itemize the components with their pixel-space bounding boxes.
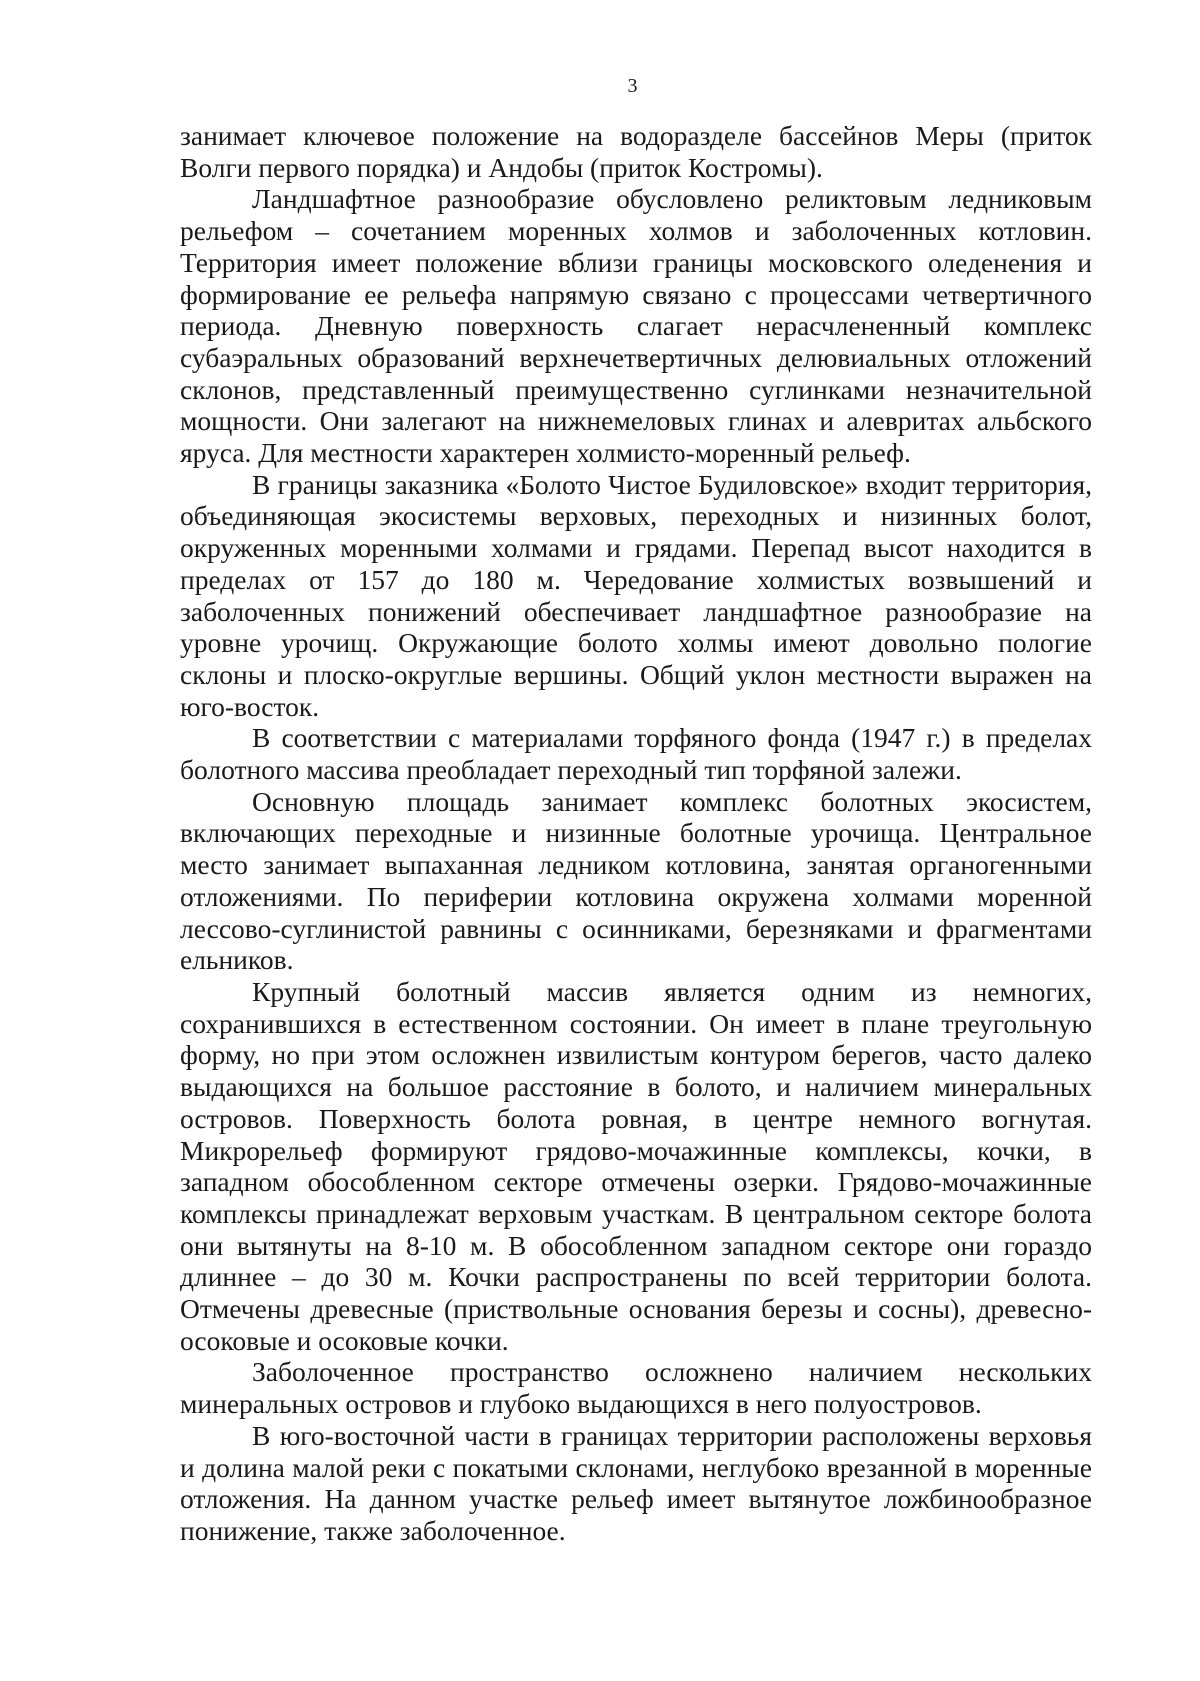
paragraph-main-area: Основную площадь занимает комплекс болотных экосистем, включающих переходные и низинные болотные урочища. Центральное место занимает выпаханная ледником котловина, занятая органогенными отложениями. По периферии котловина окружена холмами моренной лессово-суглинистой равнины с осинниками, березняками и фрагментами ельников. xyxy=(180,785,1092,976)
paragraph-mineral-islands: Заболоченное пространство осложнено наличием нескольких минеральных островов и глубоко выдающихся в него полуостровов. xyxy=(180,1356,1092,1420)
paragraph-river-valley: В юго-восточной части в границах территории расположены верховья и долина малой реки с покатыми склонами, неглубоко врезанной в моренные отложения. На данном участке рельеф имеет вытянутое ложбинообразное понижение, также заболоченное. xyxy=(180,1419,1092,1546)
page-number: 3 xyxy=(627,75,638,97)
paragraph-peat-fund: В соответствии с материалами торфяного фонда (1947 г.) в пределах болотного массива преобладает переходный тип торфяной залежи. xyxy=(180,722,1092,786)
paragraph-bog-massif: Крупный болотный массив является одним из немногих, сохранившихся в естественном состоянии. Он имеет в плане треугольную форму, но при этом осложнен извилистым контуром берегов, часто далеко выдающихся на большое расстояние в болото, и наличием минеральных островов. Поверхность болота ровная, в центре немного вогнутая. Микрорельеф формируют грядово-мочажинные комплексы, кочки, в западном обособленном секторе отмечены озерки. Грядово-мочажинные комплексы принадлежат верховым участкам. В центральном секторе болота они вытянуты на 8-10 м. В обособленном западном секторе они гораздо длиннее – до 30 м. Кочки распространены по всей территории болота. Отмечены древесные (приствольные основания березы и сосны), древесно-осоковые и осоковые кочки. xyxy=(180,975,1092,1356)
paragraph-landscape-diversity: Ландшафтное разнообразие обусловлено реликтовым ледниковым рельефом – сочетанием моренных холмов и заболоченных котловин. Территория имеет положение вблизи границы московского оледенения и формирование ее рельефа напрямую связано с процессами четвертичного периода. Дневную поверхность слагает нерасчлененный комплекс субаэральных образований верхнечетвертичных делювиальных отложений склонов, представленный преимущественно суглинками незначительной мощности. Они залегают на нижнемеловых глинах и алевритах альбского яруса. Для местности характерен холмисто-моренный рельеф. xyxy=(180,183,1092,469)
paragraph-reserve-boundaries: В границы заказника «Болото Чистое Будиловское» входит территория, объединяющая экосистемы верховых, переходных и низинных болот, окруженных моренными холмами и грядами. Перепад высот находится в пределах от 157 до 180 м. Чередование холмистых возвышений и заболоченных понижений обеспечивает ландшафтное разнообразие на уровне урочищ. Окружающие болото холмы имеют довольно пологие склоны и плоско-округлые вершины. Общий уклон местности выражен на юго-восток. xyxy=(180,468,1092,722)
body-text xyxy=(180,120,1092,1547)
paragraph-continuation: занимает ключевое положение на водоразделе бассейнов Меры (приток Волги первого порядка) и Андобы (приток Костромы). xyxy=(180,120,1092,183)
